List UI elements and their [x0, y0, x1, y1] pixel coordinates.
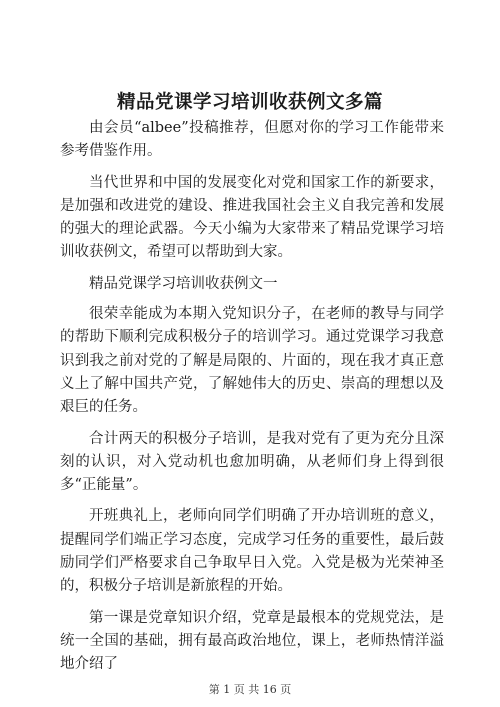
section-heading: 精品党课学习培训收获例文一 — [89, 275, 278, 292]
document-body — [60, 117, 444, 685]
paragraph-intro: 由会员“albee”投稿推荐，但愿对你的学习工作能带来参考借鉴作用。 — [60, 120, 444, 160]
paragraph-body-3: 开班典礼上，老师向同学们明确了开办培训班的意义，提醒同学们端正学习态度，完成学习任务的重要性，最后鼓励同学们严格要求自己争取早日入党。入党是极为光荣神圣的，积极分子培训是新旅程的开始。 — [60, 508, 444, 595]
page-number-footer: 第 1 页 共 16 页 — [208, 683, 292, 696]
document-title: 精品党课学习培训收获例文多篇 — [116, 92, 383, 113]
paragraph-body-1: 很荣幸能成为本期入党知识分子，在老师的教导与同学的帮助下顺利完成积极分子的培训学习。通过党课学习我意识到我之前对党的了解是局限的、片面的，现在我才真正意义上了解中国共产党，了解她伟大的历史、崇高的理想以及艰巨的任务。 — [60, 306, 444, 416]
paragraph-body-2: 合计两天的积极分子培训，是我对党有了更为充分且深刻的认识，对入党动机也愈加明确，从老师们身上得到很多“正能量”。 — [60, 430, 444, 494]
paragraph-body-4: 第一课是党章知识介绍，党章是最根本的党规党法，是统一全国的基础，拥有最高政治地位，课上，老师热情洋溢地介绍了 — [60, 609, 444, 673]
paragraph-background: 当代世界和中国的发展变化对党和国家工作的新要求，是加强和改进党的建设、推进我国社会主义自我完善和发展的强大的理论武器。今天小编为大家带来了精品党课学习培训收获例文，希望可以帮助到大家。 — [60, 174, 444, 261]
